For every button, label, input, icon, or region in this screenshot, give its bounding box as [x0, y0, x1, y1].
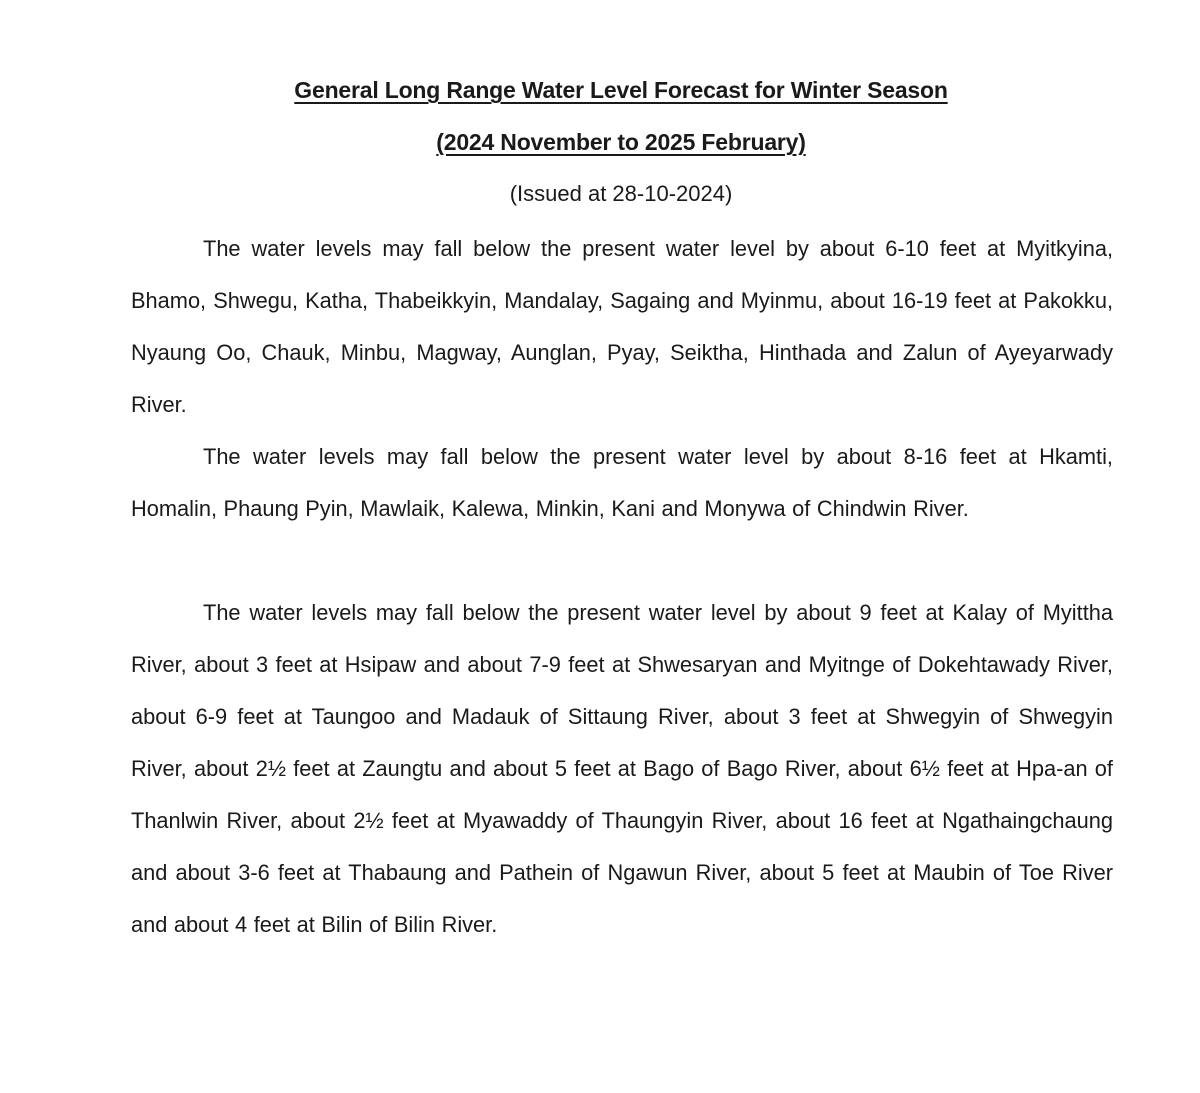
paragraph-other-rivers: The water levels may fall below the present water level by about 9 feet at Kalay of Myittha River, about 3 feet at Hsipaw and about 7-9 feet at Shwesaryan and Myitnge of Dokehtawady River, about 6-9 feet at Taungoo and Madauk of Sittaung River, about 3 feet at Shwegyin of Shwegyin River, about 2½ feet at Zaungtu and about 5 feet at Bago of Bago River, about 6½ feet at Hpa-an of Thanlwin River, about 2½ feet at Myawaddy of Thaungyin River, about 16 feet at Ngathaingchaung and about 3-6 feet at Thabaung and Pathein of Ngawun River, about 5 feet at Maubin of Toe River and about 4 feet at Bilin of Bilin River.: [131, 600, 1113, 937]
document-title: General Long Range Water Level Forecast for Winter Season: [294, 77, 948, 103]
issued-date: (Issued at 28-10-2024): [509, 181, 733, 206]
document-subtitle: (2024 November to 2025 February): [436, 129, 806, 155]
paragraph-ayeyarwady: The water levels may fall below the present water level by about 6-10 feet at Myitkyina, Bhamo, Shwegu, Katha, Thabeikkyin, Mandalay, Sagaing and Myinmu, about 16-19 feet at Pakokku, Nyaung Oo, Chauk, Minbu, Magway, Aunglan, Pyay, Seiktha, Hinthada and Zalun of Ayeyarwady River.: [131, 236, 1113, 417]
paragraph-chindwin: The water levels may fall below the present water level by about 8-16 feet at Hkamti, Homalin, Phaung Pyin, Mawlaik, Kalewa, Minkin, Kani and Monywa of Chindwin River.: [131, 444, 1113, 521]
